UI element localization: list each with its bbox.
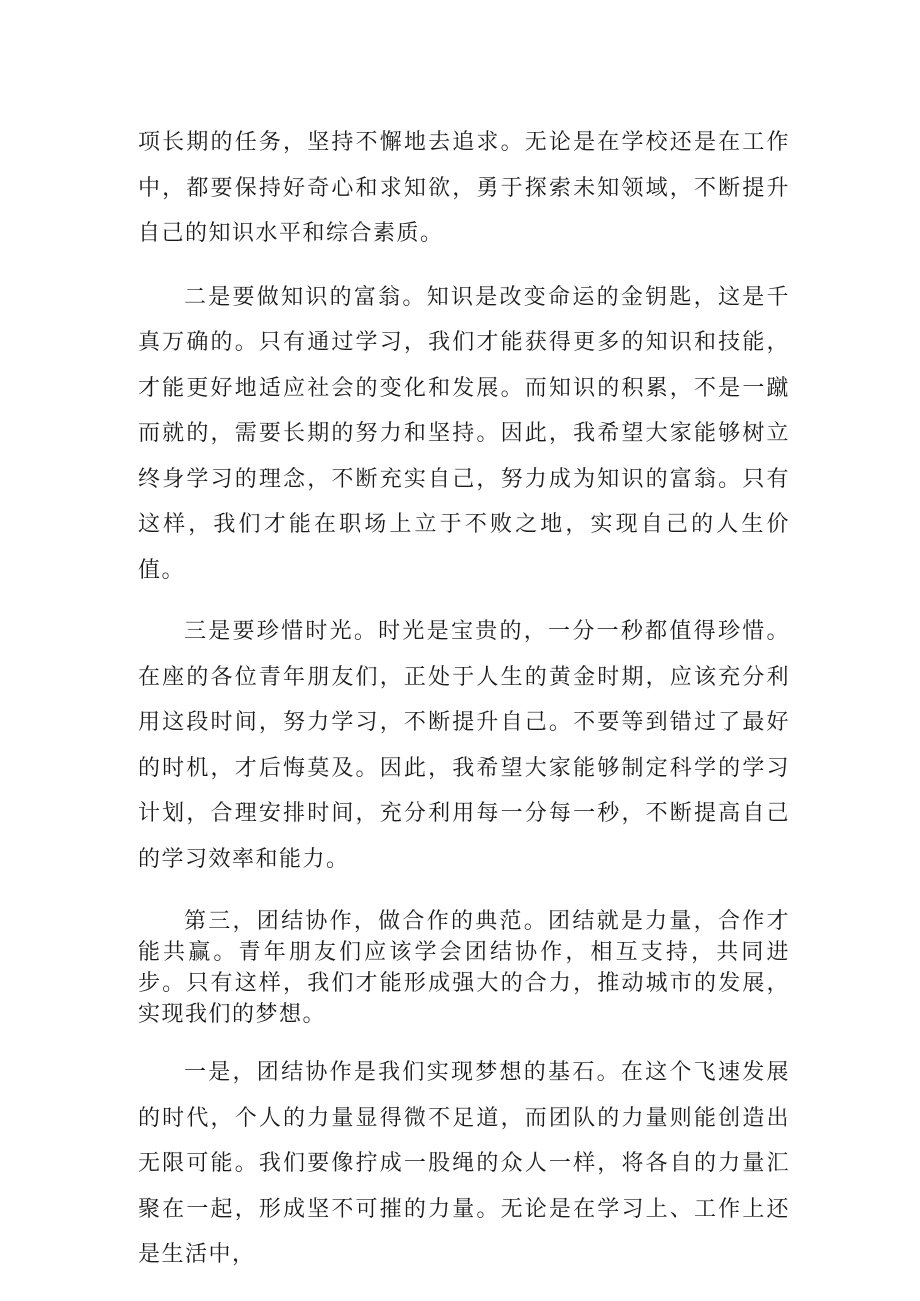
paragraph-continuation: 项长期的任务，坚持不懈地去追求。无论是在学校还是在工作中，都要保持好奇心和求知欲，勇于探索未知领域，不断提升自己的知识水平和综合素质。 (138, 130, 790, 246)
document-page (138, 120, 790, 1278)
paragraph-teamwork-foundation: 一是，团结协作是我们实现梦想的基石。在这个飞速发展的时代，个人的力量显得微不足道，而团队的力量则能创造出无限可能。我们要像拧成一股绳的众人一样，将各自的力量汇聚在一起，形成坚不可摧的力量。无论是在学习上、工作上还是生活中， (138, 1060, 790, 1267)
paragraph-knowledge: 二是要做知识的富翁。知识是改变命运的金钥匙，这是千真万确的。只有通过学习，我们才能获得更多的知识和技能，才能更好地适应社会的变化和发展。而知识的积累，不是一蹴而就的，需要长期的努力和坚持。因此，我希望大家能够树立终身学习的理念，不断充实自己，努力成为知识的富翁。只有这样，我们才能在职场上立于不败之地，实现自己的人生价值。 (138, 284, 790, 583)
paragraph-teamwork-heading: 第三，团结协作，做合作的典范。团结就是力量，合作才能共赢。青年朋友们应该学会团结协作，相互支持，共同进步。只有这样，我们才能形成强大的合力，推动城市的发展，实现我们的梦想。 (138, 909, 790, 1027)
paragraph-cherish-time: 三是要珍惜时光。时光是宝贵的，一分一秒都值得珍惜。在座的各位青年朋友们，正处于人生的黄金时期，应该充分利用这段时间，努力学习，不断提升自己。不要等到错过了最好的时机，才后悔莫及。因此，我希望大家能够制定科学的学习计划，合理安排时间，充分利用每一分每一秒，不断提高自己的学习效率和能力。 (138, 619, 790, 872)
